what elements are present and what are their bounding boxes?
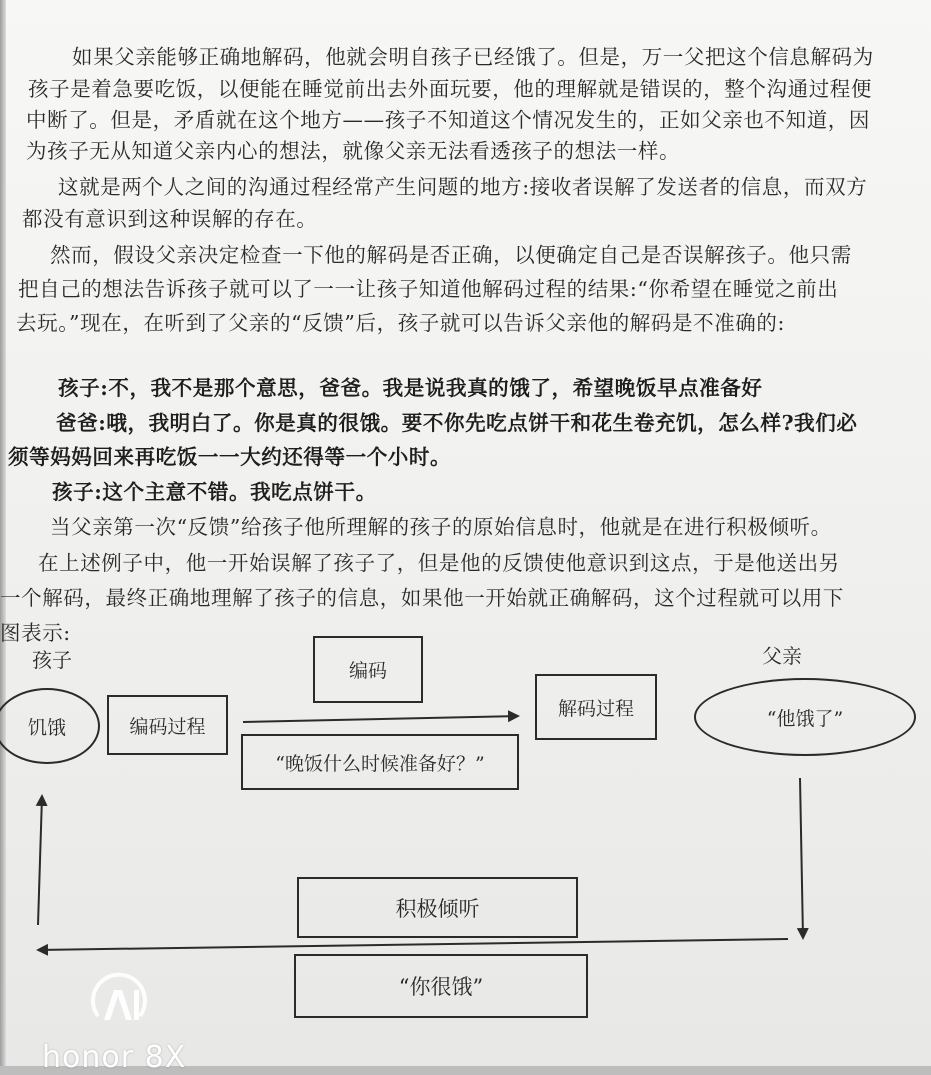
decode-process-box [535,674,657,740]
father-label: 父亲 [762,644,802,668]
hungry-text: 饥饿 [27,716,66,739]
dialogue-line-father: 爸爸:哦，我明白了。你是真的很饿。要不你先吃点饼干和花生卷充饥，怎么样?我们必 [56,411,858,435]
paragraph-line: 去玩。”现在，在听到了父亲的“反馈”后，孩子就可以告诉父亲他的解码是不准确的: [16,311,785,335]
encode-process-text: 编码过程 [129,715,206,738]
paragraph-line: 为孩子无从知道父亲内心的想法，就像父亲无法看透孩子的想法一样。 [26,139,681,163]
paragraph-line: 把自己的想法告诉孩子就可以了一一让孩子知道他解码过程的结果:“你希望在睡觉之前出 [18,277,839,301]
father-thought-text: “他饿了” [766,707,844,730]
active-listening-text: 积极倾听 [395,896,480,921]
paragraph-line: 一个解码，最终正确地理解了孩子的信息，如果他一开始就正确解码，这个过程就可以用下 [0,586,844,610]
father-thought-ellipse [694,678,916,756]
code-text: 编码 [348,660,387,682]
active-listening-box [297,877,578,938]
paragraph-line: 中断了。但是，矛盾就在这个地方——孩子不知道这个情况发生的，正如父亲也不知道，因 [26,108,870,132]
arrow-feedback-left [38,939,788,950]
dialogue-line-child: 孩子:不，我不是那个意思，爸爸。我是说我真的饿了，希望晚饭早点准备好 [58,376,763,400]
paragraph-line: 如果父亲能够正确地解码，他就会明自孩子已经饿了。但是，万一父把这个信息解码为 [72,45,874,69]
message-box [241,734,519,790]
ai-camera-logo [86,968,152,1034]
paragraph-line: 这就是两个人之间的沟通过程经常产生问题的地方:接收者误解了发送者的信息，而双方 [58,175,868,199]
feedback-box [294,954,588,1018]
dialogue-line-child: 孩子:这个主意不错。我吃点饼干。 [52,480,377,504]
paragraph-line: 孩子是着急要吃饭，以便能在睡觉前出去外面玩要，他的理解就是错误的，整个沟通过程便 [28,77,872,101]
arrow-father-down [800,778,803,938]
arrow-encode-to-decode [243,716,518,722]
camera-brand-watermark: honor 8X [42,1040,187,1075]
paragraph-line: 当父亲第一次“反馈”给孩子他所理解的孩子的原始信息时，他就是在进行积极倾听。 [50,515,832,539]
decode-process-text: 解码过程 [557,697,634,720]
paragraph-line: 在上述例子中，他一开始误解了孩子了，但是他的反馈使他意识到这点，于是他送出另 [38,551,840,575]
paragraph-line: 然而，假设父亲决定检查一下他的解码是否正确，以便确定自己是否误解孩子。他只需 [50,243,852,267]
feedback-text: “你很饿” [398,975,484,999]
arrow-child-up [38,796,42,925]
child-label: 孩子 [32,648,72,672]
code-box [313,636,423,703]
dialogue-line-father-cont: 须等妈妈回来再吃饭一一大约还得等一个小时。 [8,445,452,469]
encode-process-box [107,695,228,755]
paragraph-line: 图表示: [0,621,71,645]
message-text: “晚饭什么时候准备好？” [275,752,485,775]
paragraph-line: 都没有意识到这种误解的存在。 [22,207,318,231]
